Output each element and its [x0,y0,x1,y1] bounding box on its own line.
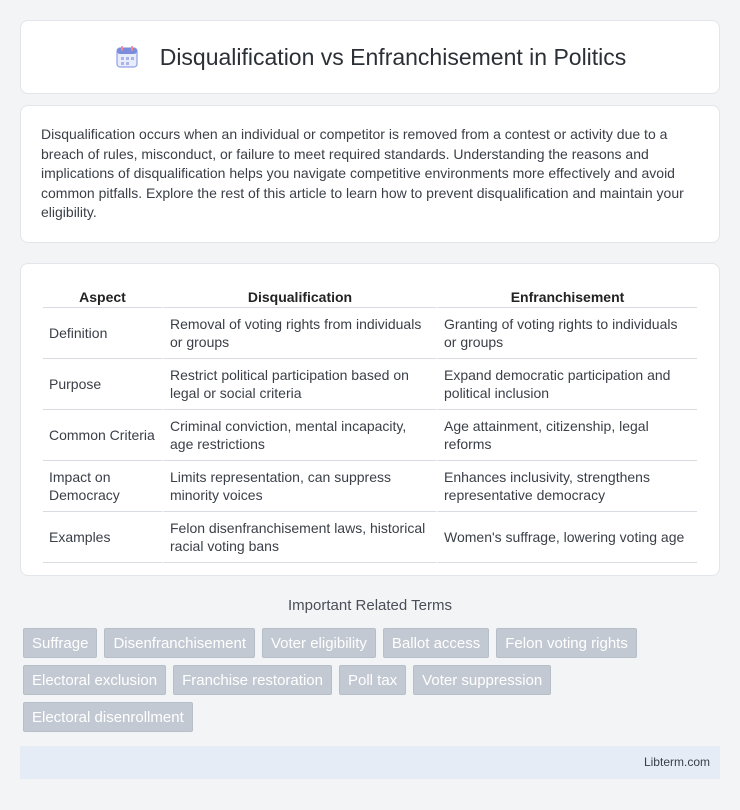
table-cell: Restrict political participation based on legal or social criteria [162,359,436,410]
related-terms-heading: Important Related Terms [288,597,452,614]
table-row [43,308,697,359]
related-terms-list [23,628,723,739]
table-cell: Felon disenfranchisement laws, historical racial voting bans [162,512,436,563]
table-cell: Expand democratic participation and political inclusion [436,359,697,410]
related-term-tag[interactable]: Franchise restoration [173,665,332,695]
related-term-tag[interactable]: Electoral exclusion [23,665,166,695]
footer [20,746,720,779]
table-cell: Age attainment, citizenship, legal reforms [436,410,697,461]
table-row [43,410,697,461]
related-term-tag[interactable]: Ballot access [383,628,489,658]
column-header: Enfranchisement [436,284,697,308]
page-title: Disqualification vs Enfranchisement in Politics [159,43,627,70]
footer-site-link[interactable]: Libterm.com [643,755,710,769]
table-row [43,359,697,410]
related-term-tag[interactable]: Poll tax [339,665,406,695]
related-term-tag[interactable]: Felon voting rights [496,628,637,658]
table-cell: Removal of voting rights from individuals or groups [162,308,436,359]
comparison-table [43,284,697,563]
table-cell: Purpose [43,359,162,410]
title-card [20,20,720,94]
table-cell: Granting of voting rights to individuals or groups [436,308,697,359]
table-cell: Criminal conviction, mental incapacity, age restrictions [162,410,436,461]
intro-text: Disqualification occurs when an individual or competitor is removed from a contest or activity due to a breach of rules, misconduct, or failure to meet required standards. Understanding the reasons and implications of disqualification helps you navigate competitive environments more effectively and avoid common pitfalls. Explore the rest of this article to learn how to prevent disqualification and maintain your eligibility. [41,126,684,221]
table-cell: Examples [43,512,162,563]
intro-card [20,105,720,243]
comparison-table-card [20,263,720,576]
table-cell: Impact on Democracy [43,461,162,512]
related-term-tag[interactable]: Voter eligibility [262,628,376,658]
table-row [43,512,697,563]
related-term-tag[interactable]: Voter suppression [413,665,551,695]
table-header-row [43,284,697,308]
related-term-tag[interactable]: Electoral disenrollment [23,702,193,732]
related-term-tag[interactable]: Suffrage [23,628,97,658]
related-term-tag[interactable]: Disenfranchisement [104,628,255,658]
table-cell: Limits representation, can suppress minority voices [162,461,436,512]
column-header: Aspect [43,284,162,308]
calendar-icon [114,44,140,70]
table-cell: Definition [43,308,162,359]
table-cell: Common Criteria [43,410,162,461]
column-header: Disqualification [162,284,436,308]
table-cell: Enhances inclusivity, strengthens representative democracy [436,461,697,512]
table-row [43,461,697,512]
table-cell: Women's suffrage, lowering voting age [436,512,697,563]
